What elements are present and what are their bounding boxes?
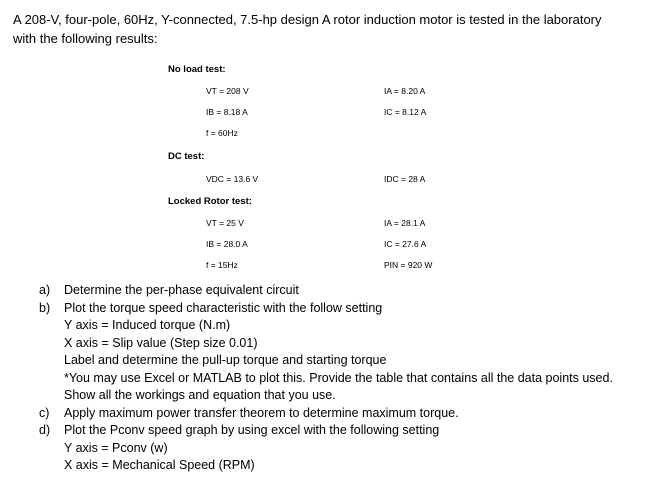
question-b-line: Show all the workings and equation that you use. <box>64 388 336 402</box>
question-b-line: Label and determine the pull-up torque and starting torque <box>64 353 387 367</box>
question-b-line: X axis = Slip value (Step size 0.01) <box>64 335 258 350</box>
question-text: Plot the torque speed characteristic with the follow setting <box>64 300 383 315</box>
locked-rotor-vt: VT = 25 V <box>206 218 244 228</box>
locked-rotor-ia: IA = 28.1 A <box>384 218 426 228</box>
locked-rotor-frequency: f = 15Hz <box>206 260 238 270</box>
no-load-vt: VT = 208 V <box>206 86 249 96</box>
question-b-line: *You may use Excel or MATLAB to plot this. Provide the table that contains all the data points used. <box>64 370 613 385</box>
dc-vdc: VDC = 13.6 V <box>206 174 259 184</box>
intro-line-2: with the following results: <box>13 31 158 46</box>
no-load-frequency: f = 60Hz <box>206 128 238 138</box>
locked-rotor-test-title: Locked Rotor test: <box>168 196 252 207</box>
question-d-line: Y axis = Pconv (w) <box>64 440 168 455</box>
dc-idc: IDC = 28 A <box>384 174 426 184</box>
no-load-ia: IA = 8.20 A <box>384 86 426 96</box>
question-marker: c) <box>39 405 50 420</box>
question-b <box>39 300 664 318</box>
question-marker: b) <box>39 300 51 315</box>
problem-statement <box>13 10 653 48</box>
question-text: Determine the per-phase equivalent circuit <box>64 283 299 297</box>
question-b-line: Y axis = Induced torque (N.m) <box>64 318 231 332</box>
no-load-ib: IB = 8.18 A <box>206 107 248 117</box>
question-list <box>39 282 664 475</box>
question-text: Apply maximum power transfer theorem to determine maximum torque. <box>64 405 459 420</box>
question-text: Plot the Pconv speed graph by using excel with the following setting <box>64 423 440 437</box>
question-d <box>39 422 664 440</box>
question-a <box>39 282 664 300</box>
locked-rotor-ib: IB = 28.0 A <box>206 239 248 249</box>
no-load-test-title: No load test: <box>168 64 226 75</box>
question-d-line: X axis = Mechanical Speed (RPM) <box>64 458 255 472</box>
question-c <box>39 405 664 423</box>
question-marker: a) <box>39 283 51 297</box>
no-load-ic: IC = 8.12 A <box>384 107 427 117</box>
locked-rotor-pin: PIN = 920 W <box>384 260 433 270</box>
intro-line-1: A 208-V, four-pole, 60Hz, Y-connected, 7.5-hp design A rotor induction motor is tested in the laboratory <box>13 12 602 27</box>
dc-test-title: DC test: <box>168 151 205 162</box>
question-marker: d) <box>39 423 51 437</box>
locked-rotor-ic: IC = 27.6 A <box>384 239 427 249</box>
